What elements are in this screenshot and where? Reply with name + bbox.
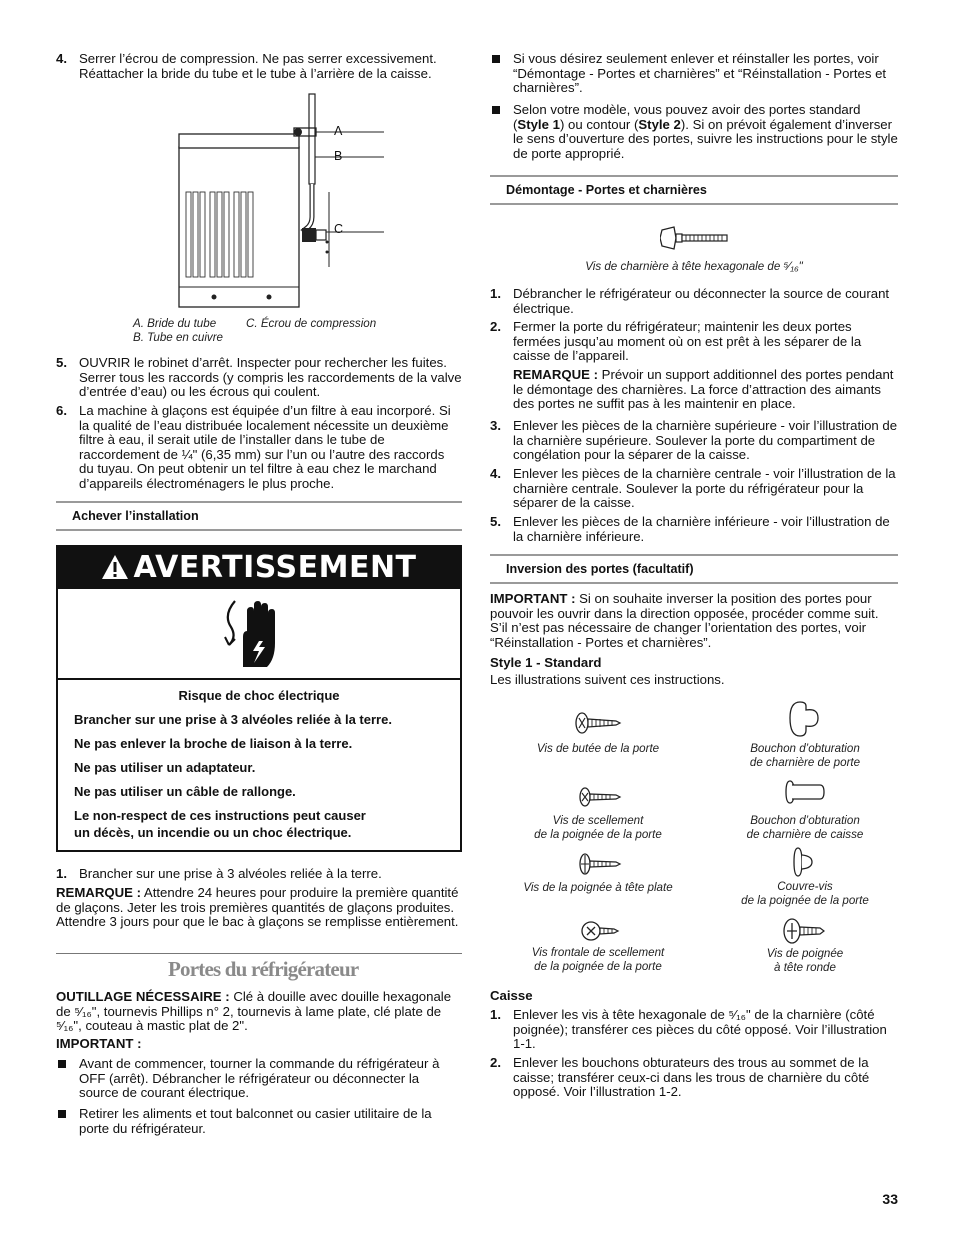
- round-head-handle-screw-caption: Vis de poignée à tête ronde: [766, 947, 844, 974]
- step-4: 4. Serrer l’écrou de compression. Ne pas serrer excessivement. Réattacher la bride du tube et le tube à l’arrière de la caisse.: [56, 51, 437, 81]
- handle-screw-cover-caption: Couvre-vis de la poignée de la porte: [741, 880, 869, 907]
- figure-caption-b: B. Tube en cuivre: [133, 331, 224, 344]
- step-6: 6. La machine à glaçons est équipée d’un filtre à eau incorporé. Si la qualité de l’eau distribuée localement nécessite un deuxième filtre à eau, il serait utile de l’installer dans le tube de raccordement de ¼" (6,35 mm) sur l’un ou l’autre des raccords du tuyau. On peut obtenir un tel filtre à eau chez le marchand d’appareils électroménagers le plus proche.: [56, 403, 451, 491]
- style1-subtitle: Les illustrations suivent ces instructions.: [490, 672, 725, 687]
- section-door-removal: Démontage - Portes et charnières: [490, 175, 898, 205]
- warning-line-adapter: Ne pas utiliser un adaptateur.: [74, 760, 256, 775]
- tube-connection-figure: [174, 92, 414, 312]
- figure-caption-c: C. Écrou de compression: [246, 317, 377, 330]
- bullet-turn-off: Avant de commencer, tourner la commande du réfrigérateur à OFF (arrêt). Débrancher le réfrigérateur ou déconnecter la source de courant électrique.: [56, 1057, 462, 1101]
- cabinet-hinge-hole-plug-icon: [784, 779, 826, 805]
- removal-step-4: 4. Enlever les pièces de la charnière centrale - voir l’illustration de la charnière centrale. Soulever la porte du réfrigérateur pour la séparer de la caisse.: [490, 466, 896, 511]
- figure-label-c: C: [334, 222, 344, 236]
- warning-header: [58, 547, 460, 589]
- warning-line-consequence-1: Le non-respect de ces instructions peut causer: [74, 808, 366, 823]
- removal-step-3: 3. Enlever les pièces de la charnière supérieure - voir l’illustration de la charnière supérieure. Soulever la porte du compartiment de congélation pour la séparer de la caisse.: [490, 418, 898, 463]
- removal-step-2: 2. Fermer la porte du réfrigérateur; maintenir les deux portes fermées jusqu’au moment où on est prêt à les séparer de la caisse de l’appareil.: [490, 319, 862, 364]
- figure-label-b: B: [334, 149, 343, 163]
- door-stop-screw-icon: [574, 711, 622, 735]
- round-head-handle-screw-icon: [782, 917, 826, 945]
- door-hinge-hole-plug-caption: Bouchon d’obturation de charnière de porte: [749, 742, 861, 769]
- warning-box: [56, 545, 462, 852]
- section-door-reversal: Inversion des portes (facultatif): [490, 554, 898, 584]
- remark-paragraph: REMARQUE : Attendre 24 heures pour produire la première quantité de glaçons. Jeter les trois premières quantités de glaçons produites. Attendre 3 jours pour que le bac à glaçons se remplisse entièrement.: [56, 885, 459, 930]
- warning-line-consequence-2: un décès, un incendie ou un choc électrique.: [74, 825, 352, 840]
- warning-line-extension: Ne pas utiliser un câble de rallonge.: [74, 784, 296, 799]
- reversal-important: IMPORTANT : Si on souhaite inverser la position des portes pour pouvoir les ouvrir dans la direction opposée, procéder comme suit. S’il n’est pas nécessaire de changer l’orientation des portes, voir “Réinstallation - Portes et charnières”.: [490, 591, 879, 650]
- handle-seal-screw-icon: [578, 785, 622, 809]
- warning-line-prong: Ne pas enlever la broche de liaison à la terre.: [74, 736, 353, 751]
- section-finish-install: Achever l’installation: [56, 501, 462, 531]
- warning-line-risk: Risque de choc électrique: [178, 688, 340, 703]
- bullet-reinstall: Si vous désirez seulement enlever et réinstaller les portes, voir “Démontage - Portes et charnières” et “Réinstallation - Portes et charnières”.: [490, 52, 898, 96]
- caisse-title: Caisse: [490, 988, 533, 1003]
- handle-screw-cover-icon: [792, 846, 816, 878]
- removal-remark: REMARQUE : Prévoir un support additionnel des portes pendant le démontage des charnières. La force d’attraction des aimants des portes ne suffit pas à les maintenir en place.: [513, 367, 894, 412]
- front-seal-screw-icon: [580, 918, 620, 944]
- tools-paragraph: OUTILLAGE NÉCESSAIRE : Clé à douille avec douille hexagonale de ⁵⁄₁₆", tournevis Phillips n° 2, tournevis à lame plate, clé plate de ⁵⁄₁₆", couteau à mastic plat de 2".: [56, 989, 452, 1034]
- caisse-step-1: 1. Enlever les vis à tête hexagonale de ⁵⁄₁₆" de la charnière (côté poignée); transférer ces pièces du côté opposé. Voir l’illustration 1-1.: [490, 1007, 887, 1052]
- door-stop-screw-caption: Vis de butée de la porte: [536, 742, 660, 755]
- electric-shock-hand-icon: [221, 597, 291, 673]
- plug-step: 1. Brancher sur une prise à 3 alvéoles reliée à la terre.: [56, 866, 382, 881]
- door-hinge-hole-plug-icon: [786, 700, 822, 740]
- figure-caption-a: A. Bride du tube: [133, 317, 217, 330]
- bullet-remove-food: Retirer les aliments et tout balconnet ou casier utilitaire de la porte du réfrigérateur.: [56, 1107, 462, 1136]
- doors-section-title: Portes du réfrigérateur: [168, 957, 359, 981]
- removal-step-5: 5. Enlever les pièces de la charnière inférieure - voir l’illustration de la charnière inférieure.: [490, 514, 890, 544]
- warning-title: AVERTISSEMENT: [133, 550, 417, 585]
- shock-icon-area: [58, 589, 460, 680]
- cabinet-hinge-hole-plug-caption: Bouchon d’obturation de charnière de caisse: [746, 814, 864, 841]
- hex-screw-caption: Vis de charnière à tête hexagonale de ⁵⁄₁₆": [585, 260, 803, 273]
- warning-triangle-icon: [101, 554, 129, 580]
- flat-head-handle-screw-icon: [578, 852, 622, 876]
- handle-seal-screw-caption: Vis de scellement de la poignée de la porte: [534, 814, 662, 841]
- removal-step-1: 1. Débrancher le réfrigérateur ou déconnecter la source de courant électrique.: [490, 286, 890, 316]
- caisse-step-2: 2. Enlever les bouchons obturateurs des trous au sommet de la caisse; transférer ceux-ci dans les trous de charnière du côté opposé. Voir l’illustration 1-2.: [490, 1055, 870, 1100]
- step-5: 5. OUVRIR le robinet d’arrêt. Inspecter pour rechercher les fuites. Serrer tous les raccords (y compris les raccordements de la valve d’entrée d’eau) ou les écrous qui coulent.: [56, 355, 462, 400]
- bullet-door-style: Selon votre modèle, vous pouvez avoir des portes standard (Style 1) ou contour (Style 2). Si on prévoit également d’inverser le sens d’ouverture des portes, suivre les instructions pour le style de porte approprié.: [490, 103, 898, 161]
- flat-head-handle-screw-caption: Vis de la poignée à tête plate: [523, 881, 673, 894]
- important-label: IMPORTANT :: [56, 1036, 142, 1051]
- figure-label-a: A: [334, 124, 343, 138]
- page-number: 33: [882, 1191, 898, 1207]
- front-seal-screw-caption: Vis frontale de scellement de la poignée de la porte: [531, 946, 665, 973]
- hex-hinge-screw-icon: [660, 226, 730, 250]
- style1-title: Style 1 - Standard: [490, 655, 602, 670]
- warning-line-ground: Brancher sur une prise à 3 alvéoles reliée à la terre.: [74, 712, 392, 727]
- divider: [56, 953, 462, 954]
